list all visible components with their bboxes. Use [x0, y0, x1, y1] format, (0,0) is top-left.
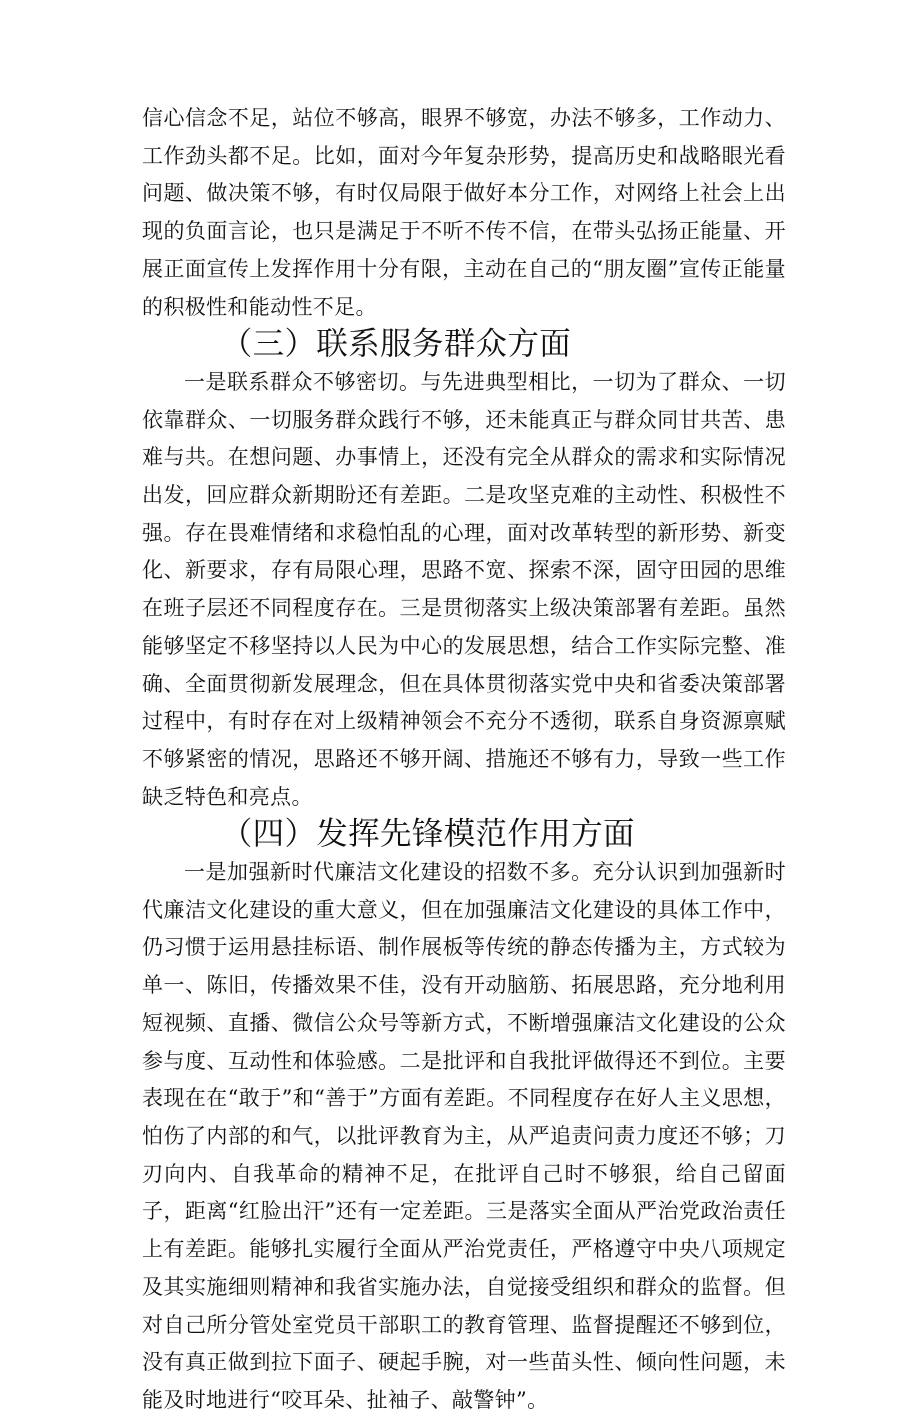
- body-paragraph: 一是联系群众不够密切。与先进典型相比，一切为了群众、一切依靠群众、一切服务群众践行不够，还未能真正与群众同甘共苦、患难与共。在想问题、办事情上，还没有完全从群众的需求和实际情况出发，回应群众新期盼还有差距。二是攻坚克难的主动性、积极性不强。存在畏难情绪和求稳怕乱的心理，面对改革转型的新形势、新变化、新要求，存有局限心理，思路不宽、探索不深，固守田园的思维在班子层还不同程度存在。三是贯彻落实上级决策部署有差距。虽然能够坚定不移坚持以人民为中心的发展思想，结合工作实际完整、准确、全面贯彻新发展理念，但在具体贯彻落实党中央和省委决策部署过程中，有时存在对上级精神领会不充分不透彻，联系自身资源禀赋不够紧密的情况，思路还不够开阔、措施还不够有力，导致一些工作缺乏特色和亮点。: [142, 369, 786, 809]
- section-heading-3: （三）联系服务群众方面: [220, 326, 572, 363]
- body-paragraph: 一是加强新时代廉洁文化建设的招数不多。充分认识到加强新时代廉洁文化建设的重大意义，但在加强廉洁文化建设的具体工作中，仍习惯于运用悬挂标语、制作展板等传统的静态传播为主，方式较为单一、陈旧，传播效果不佳，没有开动脑筋、拓展思路，充分地利用短视频、直播、微信公众号等新方式，不断增强廉洁文化建设的公众参与度、互动性和体验感。二是批评和自我批评做得还不到位。主要表现在在“敢于”和“善于”方面有差距。不同程度存在好人主义思想，怕伤了内部的和气，以批评教育为主，从严追责问责力度还不够；刀刃向内、自我革命的精神不足，在批评自己时不够狠，给自己留面子，距离“红脸出汗”还有一定差距。三是落实全面从严治党政治责任上有差距。能够扎实履行全面从严治党责任，严格遵守中央八项规定及其实施细则精神和我省实施办法，自觉接受组织和群众的监督。但对自己所分管处室党员干部职工的教育管理、监督提醒还不够到位，没有真正做到拉下面子、硬起手腕，对一些苗头性、倾向性问题，未能及时地进行“咬耳朵、扯袖子、敲警钟”。: [142, 860, 786, 1412]
- document-page: [142, 100, 786, 1420]
- section-heading-4: （四）发挥先锋模范作用方面: [220, 816, 635, 853]
- body-paragraph-continued: 信心信念不足，站位不够高，眼界不够宽，办法不够多，工作动力、工作劲头都不足。比如，面对今年复杂形势，提高历史和战略眼光看问题、做决策不够，有时仅局限于做好本分工作，对网络上社会上出现的负面言论，也只是满足于不听不传不信，在带头弘扬正能量、开展正面宣传上发挥作用十分有限，主动在自己的“朋友圈”宣传正能量的积极性和能动性不足。: [142, 106, 786, 319]
